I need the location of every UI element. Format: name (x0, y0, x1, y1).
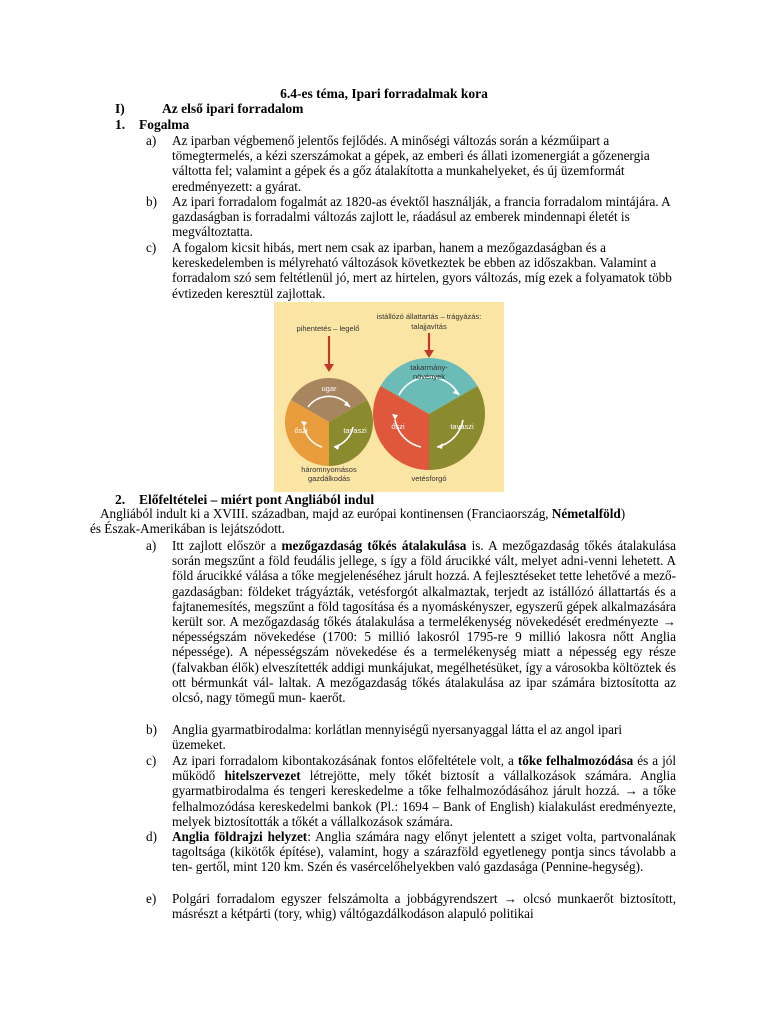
item-c-text-1: Az ipari forradalom kibontakozásának fontos előfeltétele volt, a (172, 753, 518, 768)
list-item-2d (146, 829, 676, 875)
list-item-2e (146, 891, 676, 921)
intro-text-1: Angliából indult ki a XVIII. században, majd az európai kontinensen (Franciaország, (100, 506, 552, 521)
list-item-2c (146, 753, 676, 829)
list-item-label: e) (146, 891, 157, 906)
intro-bold: Németalföld (551, 506, 621, 521)
item-a-text-2: is. A mezőgazdaság tőkés átalakulása során megszűnt a föld feudális jellege, s így a föld árucikké vált, melyet adni-venni lehetett. A föld árucikké válása a tőke megjelenéséhez járult hozzá. A fejlesztéseket tette lehetővé a mező- gazdaságban: földeket trágyázták, vetésforgót alkalmaztak, terjedt az istállózó állattartás és a fajtanemesítés, megszűnt a föld tagosítása és a nyomáskényszer, egyszerű gépek alkalmazására került sor. A mezőgazdaság tőkés átalakulása a termelékenység növekedését eredményezte → népességszám növekedése (1700: 5 millió lakosról 1795-re 9 millió lakosra nőtt Anglia népessége). A népességszám növekedése és a termelékenység miatt a népesség egy része (falvakban élők) elveszítették addigi munkájukat, megélhetésüket, így a városokba költöztek és ott bérmunkát vál- laltak. A mezőgazdaság tőkés átalakulása az ipar számára biztosította az olcsó, nagy tömegű mun- kaerőt. (172, 538, 676, 706)
subsection-1-title: Fogalma (139, 117, 190, 132)
item-c-text-3: létrejötte, mely tőkét biztosít a vállalkozások számára. Anglia gyarmatbirodalma és tengeri kereskedelme a tőke felhalmozódásához járult hozzá. → a tőke felhalmozódása kereskedelmi bankok (Pl.: 1694 – Bank of English) kialakulást eredményezte, melyek biztosították a tőkét a vállalkozások számára. (172, 768, 676, 829)
section-number: I) (115, 101, 125, 116)
right-tavaszi-label: tavaszi (450, 422, 474, 431)
page-title: 6.4-es téma, Ipari forradalmak kora (280, 86, 488, 101)
subsection-2-title: Előfeltételei – miért pont Angliából indul (139, 492, 375, 507)
list-item-label: a) (146, 133, 157, 148)
list-item-2b (146, 722, 676, 752)
intro-paragraph (90, 506, 680, 536)
list-item-2a (146, 538, 676, 705)
list-item-label: c) (146, 240, 157, 255)
left-ugar-label: ugar (321, 384, 337, 393)
list-item-1c (146, 240, 676, 301)
right-takarmany-label-1: takarmány- (410, 363, 448, 372)
left-caption-1: háromnyomásos (301, 465, 357, 474)
right-takarmany-label-2: növények (412, 372, 446, 381)
item-d-text: : Anglia számára nagy előnyt jelentett a sziget volta, partvonalának tagoltsága (kikötők építése), valamint, hogy a szárazföld egyetlenegy pontja sincs távolabb a ten- gertől, mint 120 km. Szén és vasércelőhelyekben való gazdasága (Pennine-hegység). (172, 829, 676, 875)
list-item-text: A fogalom kicsit hibás, mert nem csak az iparban, hanem a mezőgazdaságban és a kereskedelemben is mélyreható változások következtek be ebben az időszakban. Valamint a forradalom szó sem feltétlenül jó, mert az hirtelen, gyors változás, míg ezek a folyamatok több évtizeden keresztül zajlottak. (172, 240, 672, 301)
list-item-1a (146, 133, 676, 194)
item-e-text: Polgári forradalom egyszer felszámolta a jobbágyrendszert → olcsó munkaerőt biztosított, másrészt a kétpárti (tory, whig) váltógazdálkodáson alapuló politikai (172, 891, 676, 922)
right-top-label-1: istállózó állattartás – trágyázás: (376, 312, 482, 321)
list-item-text: Az iparban végbemenő jelentős fejlődés. A minőségi változás során a kézműipart a tömegtermelés, a kézi szerszámokat a gépek, az emberi és állati izomenergiát a gőzenergia váltotta fel; valamint a gépek és a gőz átalakította a munkahelyeket, és új üzemformát eredményezett: a gyárat. (172, 133, 650, 194)
left-oszi-label: őszi (294, 426, 308, 435)
item-b-text: Anglia gyarmatbirodalma: korlátlan mennyiségű nyersanyaggal látta el az angol ipari üzemeket. (172, 722, 623, 753)
section-title: Az első ipari forradalom (162, 101, 304, 116)
list-item-1b (146, 194, 676, 240)
right-caption: vetésforgó (411, 474, 447, 483)
left-tavaszi-label: tavaszi (343, 426, 367, 435)
item-c-text-2: és a jól működő (172, 753, 676, 784)
subsection-2-number: 2. (115, 492, 126, 507)
intro-text-2: ) (620, 506, 626, 521)
list-item-label: b) (146, 194, 157, 209)
item-a-text-1: Itt zajlott először a (172, 538, 282, 553)
crop-rotation-figure (274, 302, 504, 492)
subsection-1-number: 1. (115, 117, 126, 132)
left-top-label: pihentetés – legelő (296, 324, 360, 333)
list-item-label: a) (146, 538, 157, 553)
list-item-label: d) (146, 829, 157, 844)
list-item-text: Az ipari forradalom fogalmát az 1820-as évektől használják, a francia forradalom mintájára. A gazdaságban is forradalmi változás zajlott le, ráadásul az emberek mindennapi életét is megváltoztatta. (172, 194, 670, 240)
list-item-label: c) (146, 753, 157, 768)
item-c-bold-2: hitelszervezet (224, 768, 301, 784)
left-caption-2: gazdálkodás (307, 474, 351, 483)
right-top-label-2: talajjavítás (411, 322, 447, 331)
right-oszi-label: őszi (391, 422, 405, 431)
intro-text-3: és Észak-Amerikában is lejátszódott. (90, 521, 285, 537)
item-a-bold: mezőgazdaság tőkés átalakulása (281, 538, 467, 553)
item-c-bold-1: tőke felhalmozódása (517, 753, 634, 768)
list-item-label: b) (146, 722, 157, 737)
item-d-bold: Anglia földrajzi helyzet (172, 829, 308, 844)
